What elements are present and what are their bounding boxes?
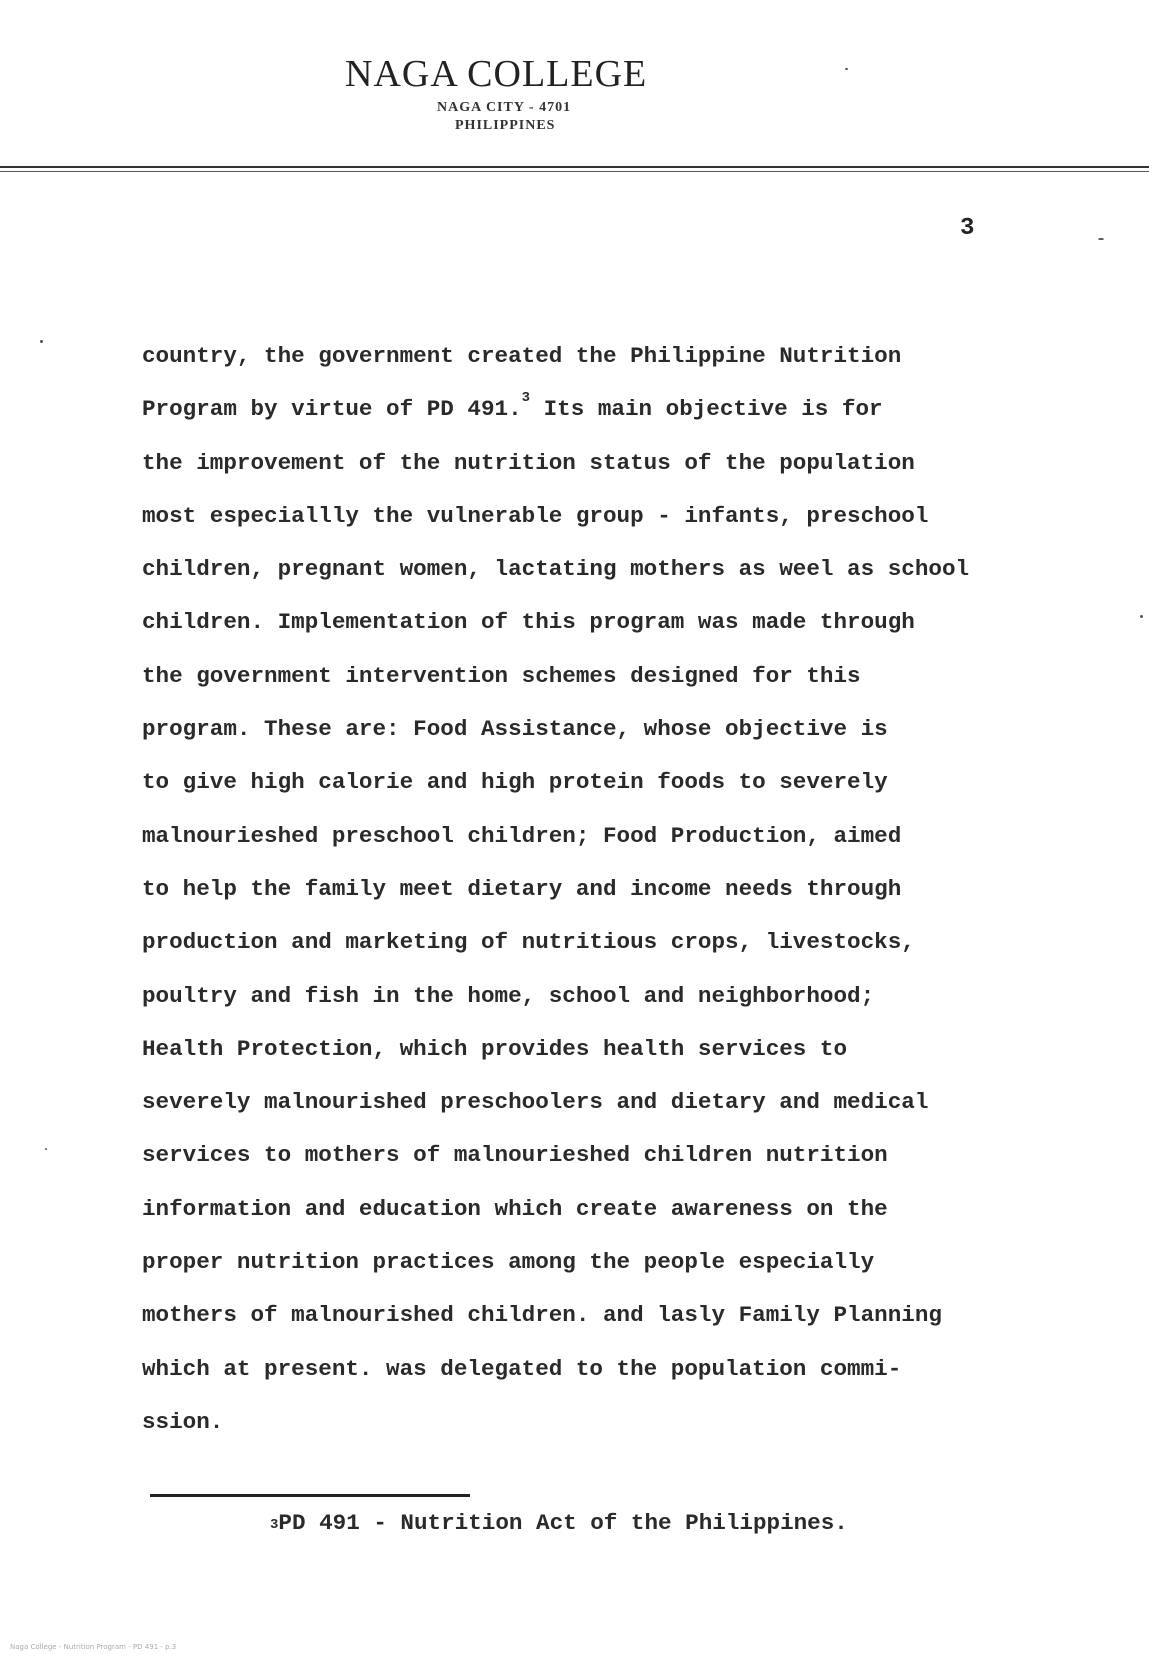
text-line: the government intervention schemes designed for this <box>142 662 861 689</box>
text-line: to help the family meet dietary and income needs through <box>142 875 902 902</box>
footnote-marker: 3 <box>270 1517 279 1533</box>
text-line: most especiallly the vulnerable group - infants, preschool <box>142 502 929 529</box>
scan-speck <box>45 1148 47 1150</box>
text-line: malnourieshed preschool children; Food Production, aimed <box>142 822 902 849</box>
text-line: to give high calorie and high protein foods to severely <box>142 769 888 796</box>
text-line: ssion. <box>142 1408 224 1435</box>
scan-speck <box>40 340 43 343</box>
text-line: the improvement of the nutrition status of the population <box>142 449 915 476</box>
text-line: country, the government created the Philippine Nutrition <box>142 343 902 369</box>
text-line: mothers of malnourished children. and lasly Family Planning <box>142 1302 942 1329</box>
text-line: program. These are: Food Assistance, whose objective is <box>142 716 888 743</box>
letterhead-rule <box>0 166 1149 168</box>
scan-speck <box>1098 238 1104 240</box>
footnote-reference: 3 <box>521 390 531 407</box>
institution-city: NAGA CITY - 4701 <box>437 100 572 115</box>
scan-speck <box>845 68 848 70</box>
text-line: poultry and fish in the home, school and neighborhood; <box>142 982 875 1009</box>
text-line: severely malnourished preschoolers and dietary and medical <box>142 1089 929 1116</box>
footnote <box>270 1510 848 1540</box>
text-line: information and education which create awareness on the <box>142 1195 888 1222</box>
institution-name: NAGA COLLEGE <box>345 53 648 95</box>
text-line: Health Protection, which provides health services to <box>142 1035 848 1062</box>
page-number: 3 <box>960 215 975 242</box>
footnote-text: PD 491 - Nutrition Act of the Philippines. <box>278 1510 848 1536</box>
text-line-end: Its main objective is for <box>530 396 883 423</box>
text-line: which at present. was delegated to the population commi- <box>142 1355 902 1382</box>
footnote-separator <box>150 1494 470 1497</box>
letterhead-rule-thin <box>0 171 1149 172</box>
body-text <box>142 330 1132 1449</box>
text-line <box>142 383 1132 436</box>
text-line: children. Implementation of this program was made through <box>142 609 915 636</box>
text-line: proper nutrition practices among the people especially <box>142 1249 875 1276</box>
scan-stamp: Naga College - Nutrition Program - PD 491 - p.3 <box>10 1643 177 1651</box>
institution-country: PHILIPPINES <box>455 118 556 133</box>
text-line: production and marketing of nutritious crops, livestocks, <box>142 929 915 956</box>
text-line: children, pregnant women, lactating mothers as weel as school <box>142 556 970 583</box>
text-line-start: Program by virtue of PD 491. <box>142 396 522 423</box>
scan-speck <box>1140 615 1143 618</box>
text-line: services to mothers of malnourieshed children nutrition <box>142 1142 888 1169</box>
